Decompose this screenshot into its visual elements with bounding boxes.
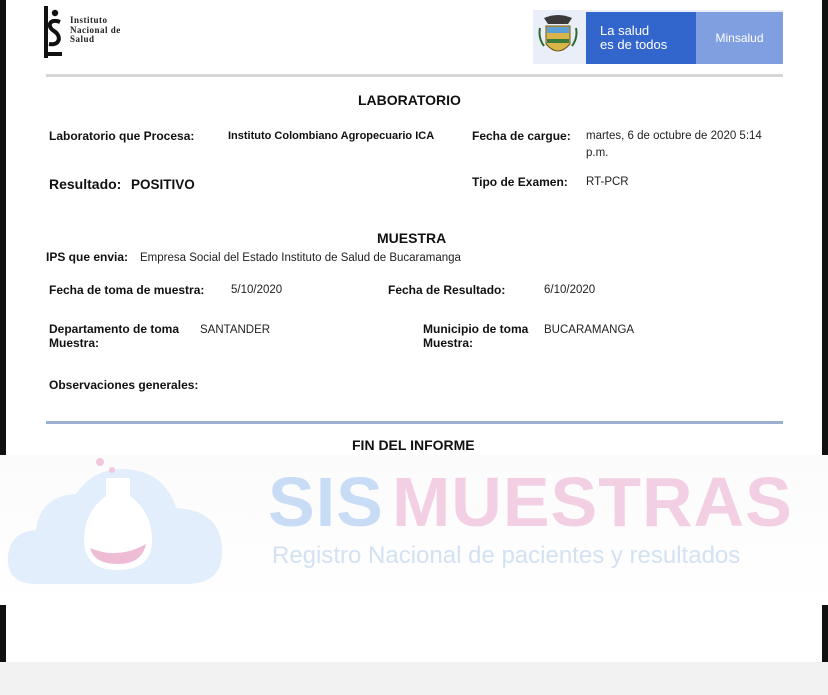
departamento-value: SANTANDER <box>200 324 271 336</box>
gov-slogan <box>586 12 696 64</box>
scan-bottom-shadow <box>0 662 828 695</box>
departamento-label-line: Muestra: <box>49 336 100 350</box>
fecha-toma-label: Fecha de toma de muestra: <box>49 283 205 297</box>
ips-value: Empresa Social del Estado Instituto de Salud de Bucaramanga <box>140 252 461 264</box>
flask-cloud-icon <box>6 456 224 586</box>
tipo-examen-value: RT-PCR <box>586 176 629 188</box>
watermark-muestras: MUESTRAS <box>392 463 793 541</box>
gov-slogan-line: es de todos <box>600 37 668 52</box>
fecha-toma-value: 5/10/2020 <box>231 284 283 296</box>
top-divider <box>46 74 783 77</box>
bottom-divider <box>46 421 783 424</box>
fecha-resultado-value: 6/10/2020 <box>544 284 596 296</box>
ins-logo-line: Instituto <box>70 15 108 25</box>
procesa-label: Laboratorio que Procesa: <box>49 129 195 143</box>
fecha-resultado-label: Fecha de Resultado: <box>388 283 506 297</box>
watermark-sis: SIS <box>268 463 384 541</box>
fin-informe: FIN DEL INFORME <box>352 437 475 453</box>
laboratorio-title: LABORATORIO <box>358 92 461 108</box>
gov-slogan-line: La salud <box>600 23 650 38</box>
municipio-label <box>423 322 528 350</box>
ins-logo-line: Salud <box>70 34 95 45</box>
resultado-value: POSITIVO <box>131 177 195 192</box>
municipio-value: BUCARAMANGA <box>544 324 635 336</box>
coat-of-arms-icon <box>538 14 578 60</box>
departamento-label <box>49 322 179 350</box>
fecha-cargue-value-cont: p.m. <box>586 147 609 159</box>
ins-logo-line: Nacional de <box>70 24 121 35</box>
muestra-title: MUESTRA <box>377 230 447 246</box>
ministry-label: Minsalud <box>696 12 783 64</box>
fecha-cargue-value: martes, 6 de octubre de 2020 5:14 <box>586 130 762 142</box>
municipio-label-line: Municipio de toma <box>423 322 529 336</box>
procesa-value: Instituto Colombiano Agropecuario ICA <box>228 130 435 142</box>
watermark-subtitle: Registro Nacional de pacientes y resultados <box>272 542 741 569</box>
departamento-label-line: Departamento de toma <box>49 322 180 336</box>
fecha-cargue-label: Fecha de cargue: <box>472 129 571 143</box>
observaciones-label: Observaciones generales: <box>49 378 199 392</box>
ips-label: IPS que envia: <box>46 250 129 264</box>
ins-logo-icon <box>44 6 64 58</box>
resultado-label: Resultado: <box>49 176 122 192</box>
ins-logo-text <box>70 16 121 45</box>
tipo-examen-label: Tipo de Examen: <box>472 175 568 189</box>
municipio-label-line: Muestra: <box>423 336 474 350</box>
